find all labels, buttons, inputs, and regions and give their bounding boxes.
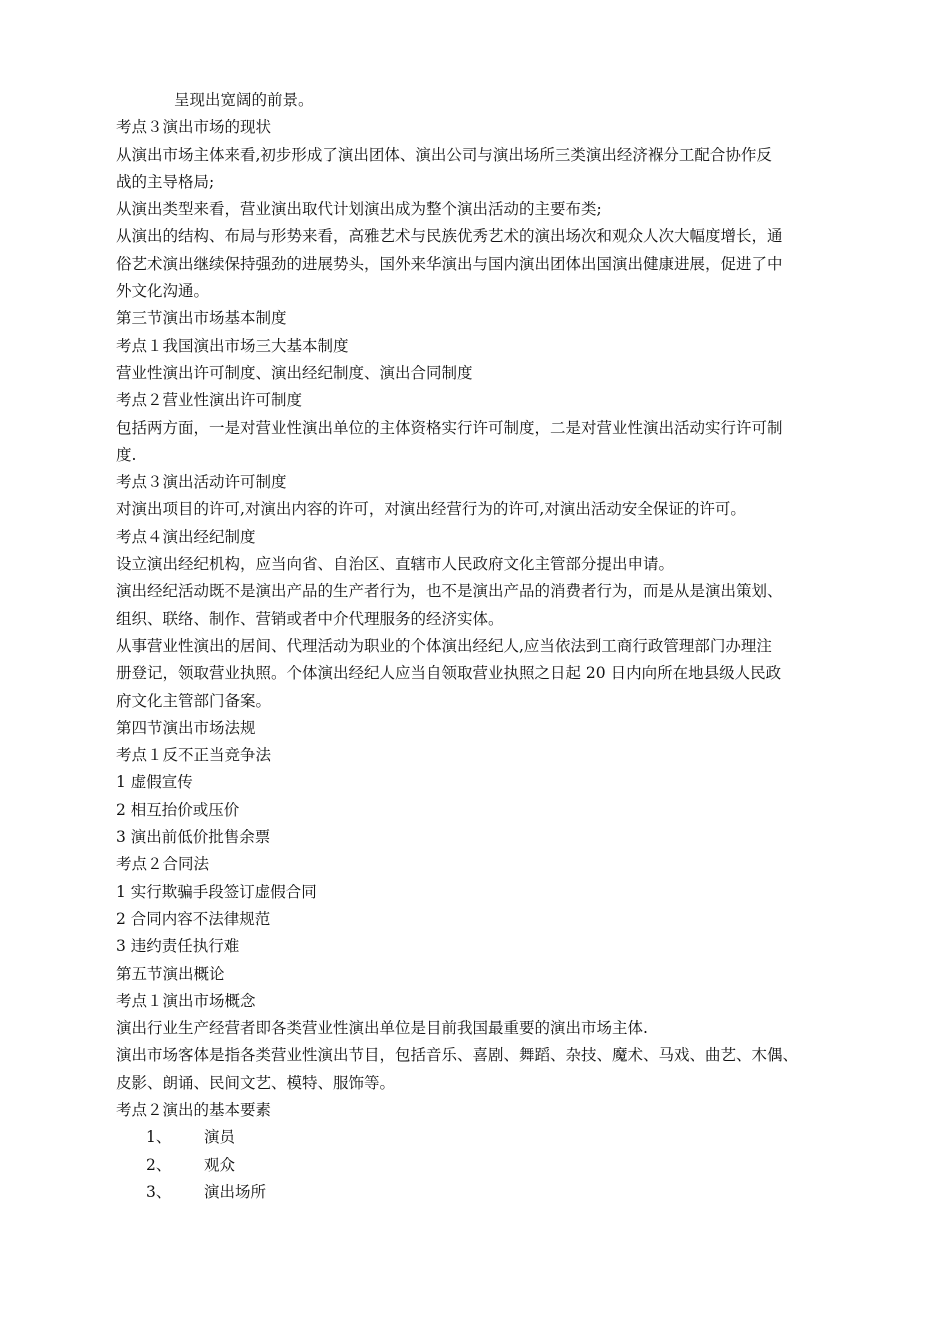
list-item: 3 违约责任执行难 [116, 937, 240, 956]
element-item [116, 1179, 841, 1206]
text-line: 组织、联络、制作、营销或者中介代理服务的经济实体。 [116, 609, 504, 628]
section-heading: 第三节演出市场基本制度 [116, 309, 287, 328]
section-heading: 第四节演出市场法规 [116, 718, 256, 737]
text-line: 皮影、朗诵、民间文艺、模特、服饰等。 [116, 1073, 396, 1092]
list-item: 3 演出前低价批售余票 [116, 828, 271, 847]
text-line: 对演出项目的许可,对演出内容的许可，对演出经营行为的许可,对演出活动安全保证的许可。 [116, 500, 746, 519]
text-line: 从演出市场主体来看,初步形成了演出团体、演出公司与演出场所三类演出经济褓分工配合协作反 [116, 145, 772, 164]
subsection-heading: 考点４演出经纪制度 [116, 527, 256, 546]
subsection-heading: 考点３演出活动许可制度 [116, 473, 287, 492]
text-line: 从事营业性演出的居间、代理活动为职业的个体演出经纪人,应当依法到工商行政管理部门办理注 [116, 636, 772, 655]
element-item [116, 1124, 841, 1151]
text-line: 呈现出宽阔的前景。 [174, 91, 314, 109]
text-line: 度. [116, 445, 137, 464]
list-item: 2 相互抬价或压价 [116, 800, 240, 819]
element-text: 演员 [204, 1128, 236, 1147]
text-line: 营业性演出许可制度、演出经纪制度、演出合同制度 [116, 363, 473, 382]
subsection-heading: 考点１我国演出市场三大基本制度 [116, 336, 349, 355]
subsection-heading: 考点２演出的基本要素 [116, 1100, 272, 1119]
element-text: 演出场所 [204, 1182, 267, 1201]
text-line: 外文化沟通。 [116, 282, 210, 301]
subsection-heading: 考点１演出市场概念 [116, 991, 256, 1010]
text-line: 战的主导格局; [116, 172, 215, 191]
element-item [116, 1152, 841, 1179]
text-line: 包括两方面，一是对营业性演出单位的主体资格实行许可制度，二是对营业性演出活动实行许可制 [116, 418, 783, 437]
text-line: 设立演出经纪机构，应当向省、自治区、直辖市人民政府文化主管部分提出申请。 [116, 555, 675, 574]
text-line: 从演出的结构、布局与形势来看，高雅艺术与民族优秀艺术的演出场次和观众人次大幅度增长，通 [116, 227, 783, 246]
subsection-heading: 考点２合同法 [116, 855, 210, 874]
text-line: 演出经纪活动既不是演出产品的生产者行为，也不是演出产品的消费者行为，而是从是演出策划、 [116, 582, 783, 601]
text-line: 俗艺术演出继续保持强劲的进展势头，国外来华演出与国内演出团体出国演出健康进展，促进了中 [116, 254, 783, 273]
list-item: 1 虚假宣传 [116, 773, 193, 792]
section-heading: 第五节演出概论 [116, 964, 225, 983]
text-line: 府文化主管部门备案。 [116, 691, 272, 710]
element-text: 观众 [204, 1155, 236, 1174]
subsection-heading: 考点２营业性演出许可制度 [116, 391, 303, 410]
subsection-heading: 考点３演出市场的现状 [116, 118, 272, 137]
element-number: 3、 [146, 1182, 172, 1201]
list-item: 1 实行欺骗手段签订虚假合同 [116, 882, 317, 901]
subsection-heading: 考点１反不正当竞争法 [116, 746, 272, 765]
text-line: 册登记，领取营业执照。个体演出经纪人应当自领取营业执照之日起 20 日内向所在地县级人民政 [116, 664, 782, 683]
element-number: 1、 [146, 1128, 172, 1147]
text-line: 演出行业生产经营者即各类营业性演出单位是目前我国最重要的演出市场主体. [116, 1019, 648, 1038]
document-page [116, 87, 841, 1206]
element-number: 2、 [146, 1155, 172, 1174]
text-line: 演出市场客体是指各类营业性演出节目，包括音乐、喜剧、舞蹈、杂技、魔术、马戏、曲艺、木偶、 [116, 1046, 799, 1065]
list-item: 2 合同内容不法律规范 [116, 909, 271, 928]
text-line: 从演出类型来看，营业演出取代计划演出成为整个演出活动的主要布类; [116, 200, 602, 219]
